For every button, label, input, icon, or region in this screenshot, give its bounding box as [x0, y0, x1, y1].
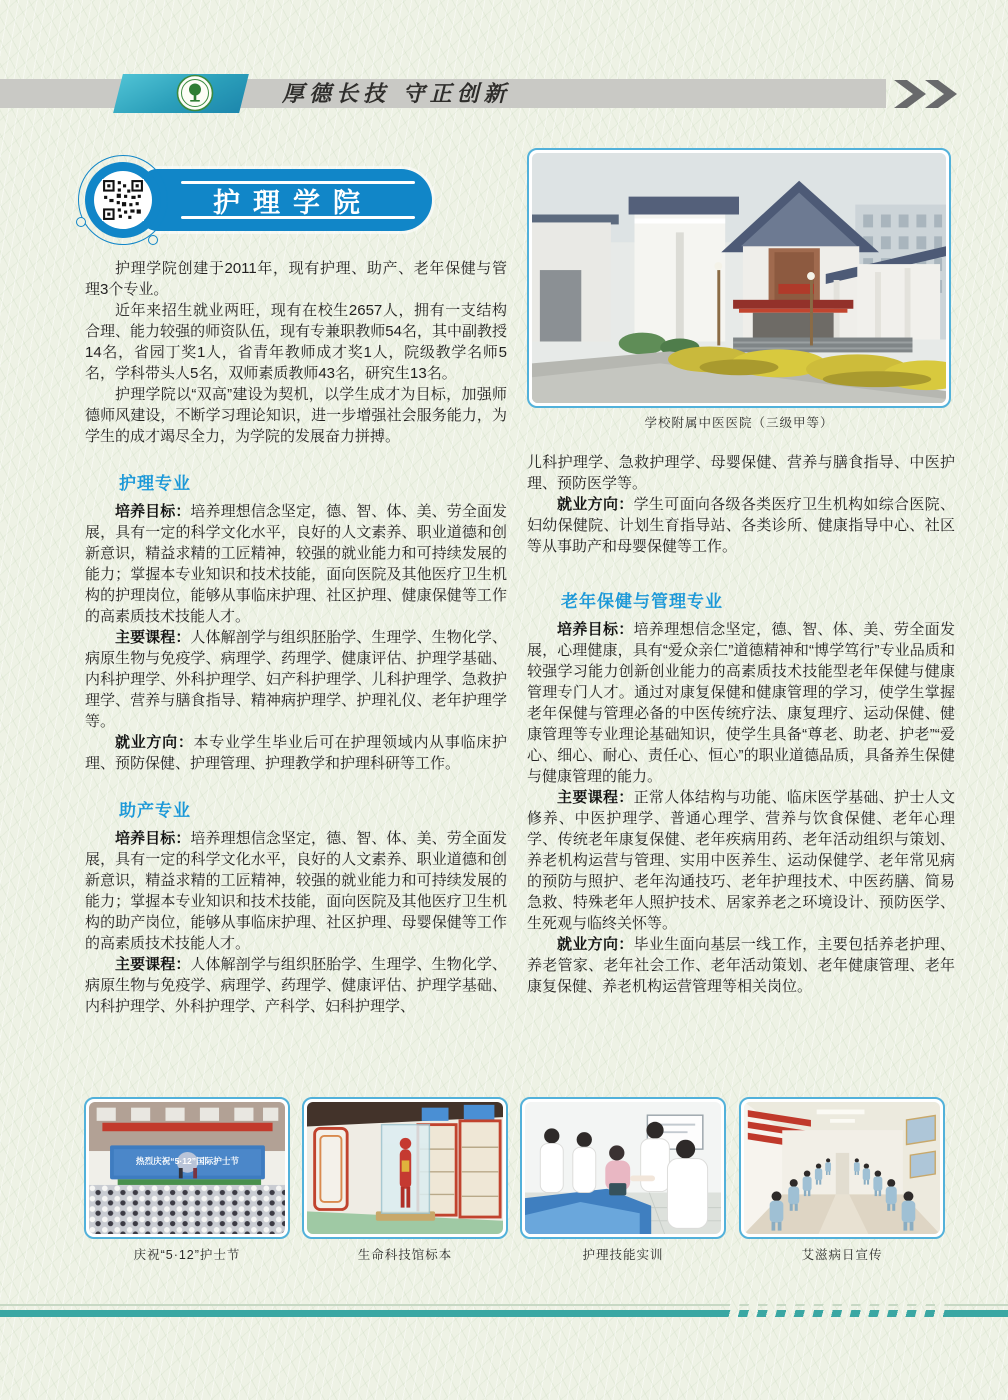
chevron-right-icon: [894, 80, 960, 108]
right-column: [527, 452, 955, 997]
banner-text: 热烈庆祝“5·12”国际护士节: [135, 1156, 240, 1167]
bottom-rule-thick: [0, 1310, 1008, 1317]
intro-paragraph: 护理学院创建于2011年，现有护理、助产、老年保健与管理3个专业。: [85, 260, 507, 298]
aids-awareness-illustration: [744, 1102, 940, 1234]
school-logo-illustration: [176, 74, 214, 112]
qr-orbit-dot: [148, 235, 158, 245]
courses-label: 主要课程：: [557, 789, 634, 806]
midwifery-goal: [85, 828, 507, 954]
hospital-photo-caption: 学校附属中医医院（三级甲等）: [644, 416, 834, 430]
gallery-caption: 庆祝“5·12”护士节: [133, 1248, 241, 1262]
elderly-jobs: [527, 934, 955, 997]
courses-text: 正常人体结构与功能、临床医学基础、护士人文修养、中医护理学、普通心理学、营养与饮食保健、老年心理学、传统老年康复保健、老年疾病用药、老年活动组织与策划、养老机构运营与管理、实用中医养生、运动保健学、老年常见病的预防与照护、老年沟通技巧、老年护理技术、中医药膳、简易急救、特殊老年人照护技术、居家养老之环境设计、预防医学、生死观与临终关怀等。: [527, 789, 955, 932]
goal-label: 培养目标：: [557, 621, 634, 638]
goal-text: 培养理想信念坚定，德、智、体、美、劳全面发展，具有一定的科学文化水平，良好的人文素养、职业道德和创新意识，精益求精的工匠精神，较强的就业能力和可持续发展的能力；掌握本专业知识和技术技能，面向医院及其他医疗卫生机构的助产岗位，能够从事临床护理、社区护理、母婴保健等工作的高素质技术技能人才。: [85, 830, 507, 952]
nursing-goal: [85, 501, 507, 627]
gallery-photo-aids-awareness: [739, 1097, 945, 1239]
jobs-text: 学生可面向各级各类医疗卫生机构如综合医院、妇幼保健院、计划生育指导站、各类诊所、健康指导中心、社区等从事助产和母婴保健等工作。: [527, 496, 955, 555]
section-heading-nursing: 护理专业: [119, 474, 191, 493]
qr-circle: [85, 162, 161, 238]
school-logo-icon: [176, 74, 214, 112]
left-column: [85, 258, 507, 1017]
goal-text: 培养理想信念坚定，德、智、体、美、劳全面发展，具有一定的科学文化水平，良好的人文素养、职业道德和创新意识，精益求精的工匠精神，较强的就业能力和可持续发展的能力；掌握本专业知识和技术技能，面向医院及其他医疗卫生机构的护理岗位，能够从事临床护理、社区护理、健康保健等工作的高素质技术技能人才。: [85, 503, 507, 625]
jobs-label: 就业方向：: [557, 496, 634, 513]
jobs-label: 就业方向：: [115, 734, 194, 751]
intro-paragraph: 护理学院以“双高”建设为契机，以学生成才为目标，加强师德师风建设，不断学习理论知识，进一步增强社会服务能力，为学生的成才竭尽全力，为学院的发展奋力拼搏。: [85, 386, 507, 445]
jobs-text: 毕业生面向基层一线工作，主要包括养老护理、养老管家、老年社会工作、老年活动策划、老年健康管理、老年康复保健、养老机构运营管理等相关岗位。: [527, 936, 955, 995]
midwifery-courses: [85, 954, 507, 1017]
goal-label: 培养目标：: [115, 830, 191, 847]
gallery-photo-skills-training: [520, 1097, 726, 1239]
gallery-photo-specimen-hall: [302, 1097, 508, 1239]
qr-badge: [82, 159, 164, 241]
elderly-goal: [527, 619, 955, 787]
qr-code-icon: [102, 179, 144, 221]
goal-text: 培养理想信念坚定，德、智、体、美、劳全面发展，心理健康，具有“爱众亲仁”道德精神和“博学笃行”专业品质和较强学习能力创新创业能力的高素质技术技能型老年保健与健康管理专门人才。通过对康复保健和健康管理的学习，使学生掌握老年保健与管理必备的中医传统疗法、康复理疗、运动保健、健康管理等专业理论基础知识，使学生具备“尊老、助老、护老”“爱心、细心、耐心、责任心、恒心”的职业道德品质，具备养生保健与健康管理的能力。: [527, 621, 955, 785]
specimen-hall-illustration: [307, 1102, 503, 1234]
jobs-label: 就业方向：: [557, 936, 634, 953]
hospital-photo-illustration: [532, 153, 946, 403]
bottom-rule-thin: [0, 1304, 1008, 1306]
nurses-day-illustration: [89, 1102, 285, 1234]
section-heading-elderly: 老年保健与管理专业: [561, 592, 723, 611]
nursing-jobs: [85, 732, 507, 774]
section-heading-midwifery: 助产专业: [119, 801, 191, 820]
elderly-courses: [527, 787, 955, 934]
gallery-caption: 生命科技馆标本: [357, 1248, 453, 1262]
school-motto: 厚德长技 守正创新: [282, 81, 511, 107]
section-title-badge: [141, 169, 432, 231]
goal-label: 培养目标：: [115, 503, 191, 520]
courses-text: 人体解剖学与组织胚胎学、生理学、生物化学、病原生物与免疫学、病理学、药理学、健康评估、护理学基础、内科护理学、外科护理学、妇产科护理学、儿科护理学、急救护理学、营养与膳食指导、精神病护理学、护理礼仪、老年护理学等。: [85, 629, 507, 730]
skills-training-illustration: [525, 1102, 721, 1234]
double-chevron-illustration: [894, 80, 960, 108]
midwifery-courses-continued: 儿科护理学、急救护理学、母婴保健、营养与膳食指导、中医护理、预防医学等。: [527, 454, 955, 492]
midwifery-jobs: [527, 494, 955, 557]
jobs-text: 本专业学生毕业后可在护理领域内从事临床护理、预防保健、护理管理、护理教学和护理科研等工作。: [85, 734, 507, 772]
gallery-caption: 艾滋病日宣传: [801, 1248, 883, 1262]
courses-label: 主要课程：: [115, 629, 191, 646]
courses-label: 主要课程：: [115, 956, 191, 973]
gallery-caption: 护理技能实训: [582, 1248, 664, 1262]
page-title: 护理学院: [213, 187, 373, 218]
qr-orbit-dot: [76, 217, 86, 227]
courses-text: 人体解剖学与组织胚胎学、生理学、生物化学、病原生物与免疫学、病理学、药理学、健康评估、护理学基础、内科护理学、外科护理学、产科学、妇科护理学、: [85, 956, 507, 1015]
gallery-photo-nurses-day: [84, 1097, 290, 1239]
nursing-courses: [85, 627, 507, 732]
intro-paragraph: 近年来招生就业两旺，现有在校生2657人，拥有一支结构合理、能力较强的师资队伍，现有专兼职教师54名，其中副教授14名，省园丁奖1人，省青年教师成才奖1人，院级教学名师5名，学科带头人5名，双师素质教师43名，研究生13名。: [85, 302, 507, 382]
hospital-photo: [527, 148, 951, 408]
